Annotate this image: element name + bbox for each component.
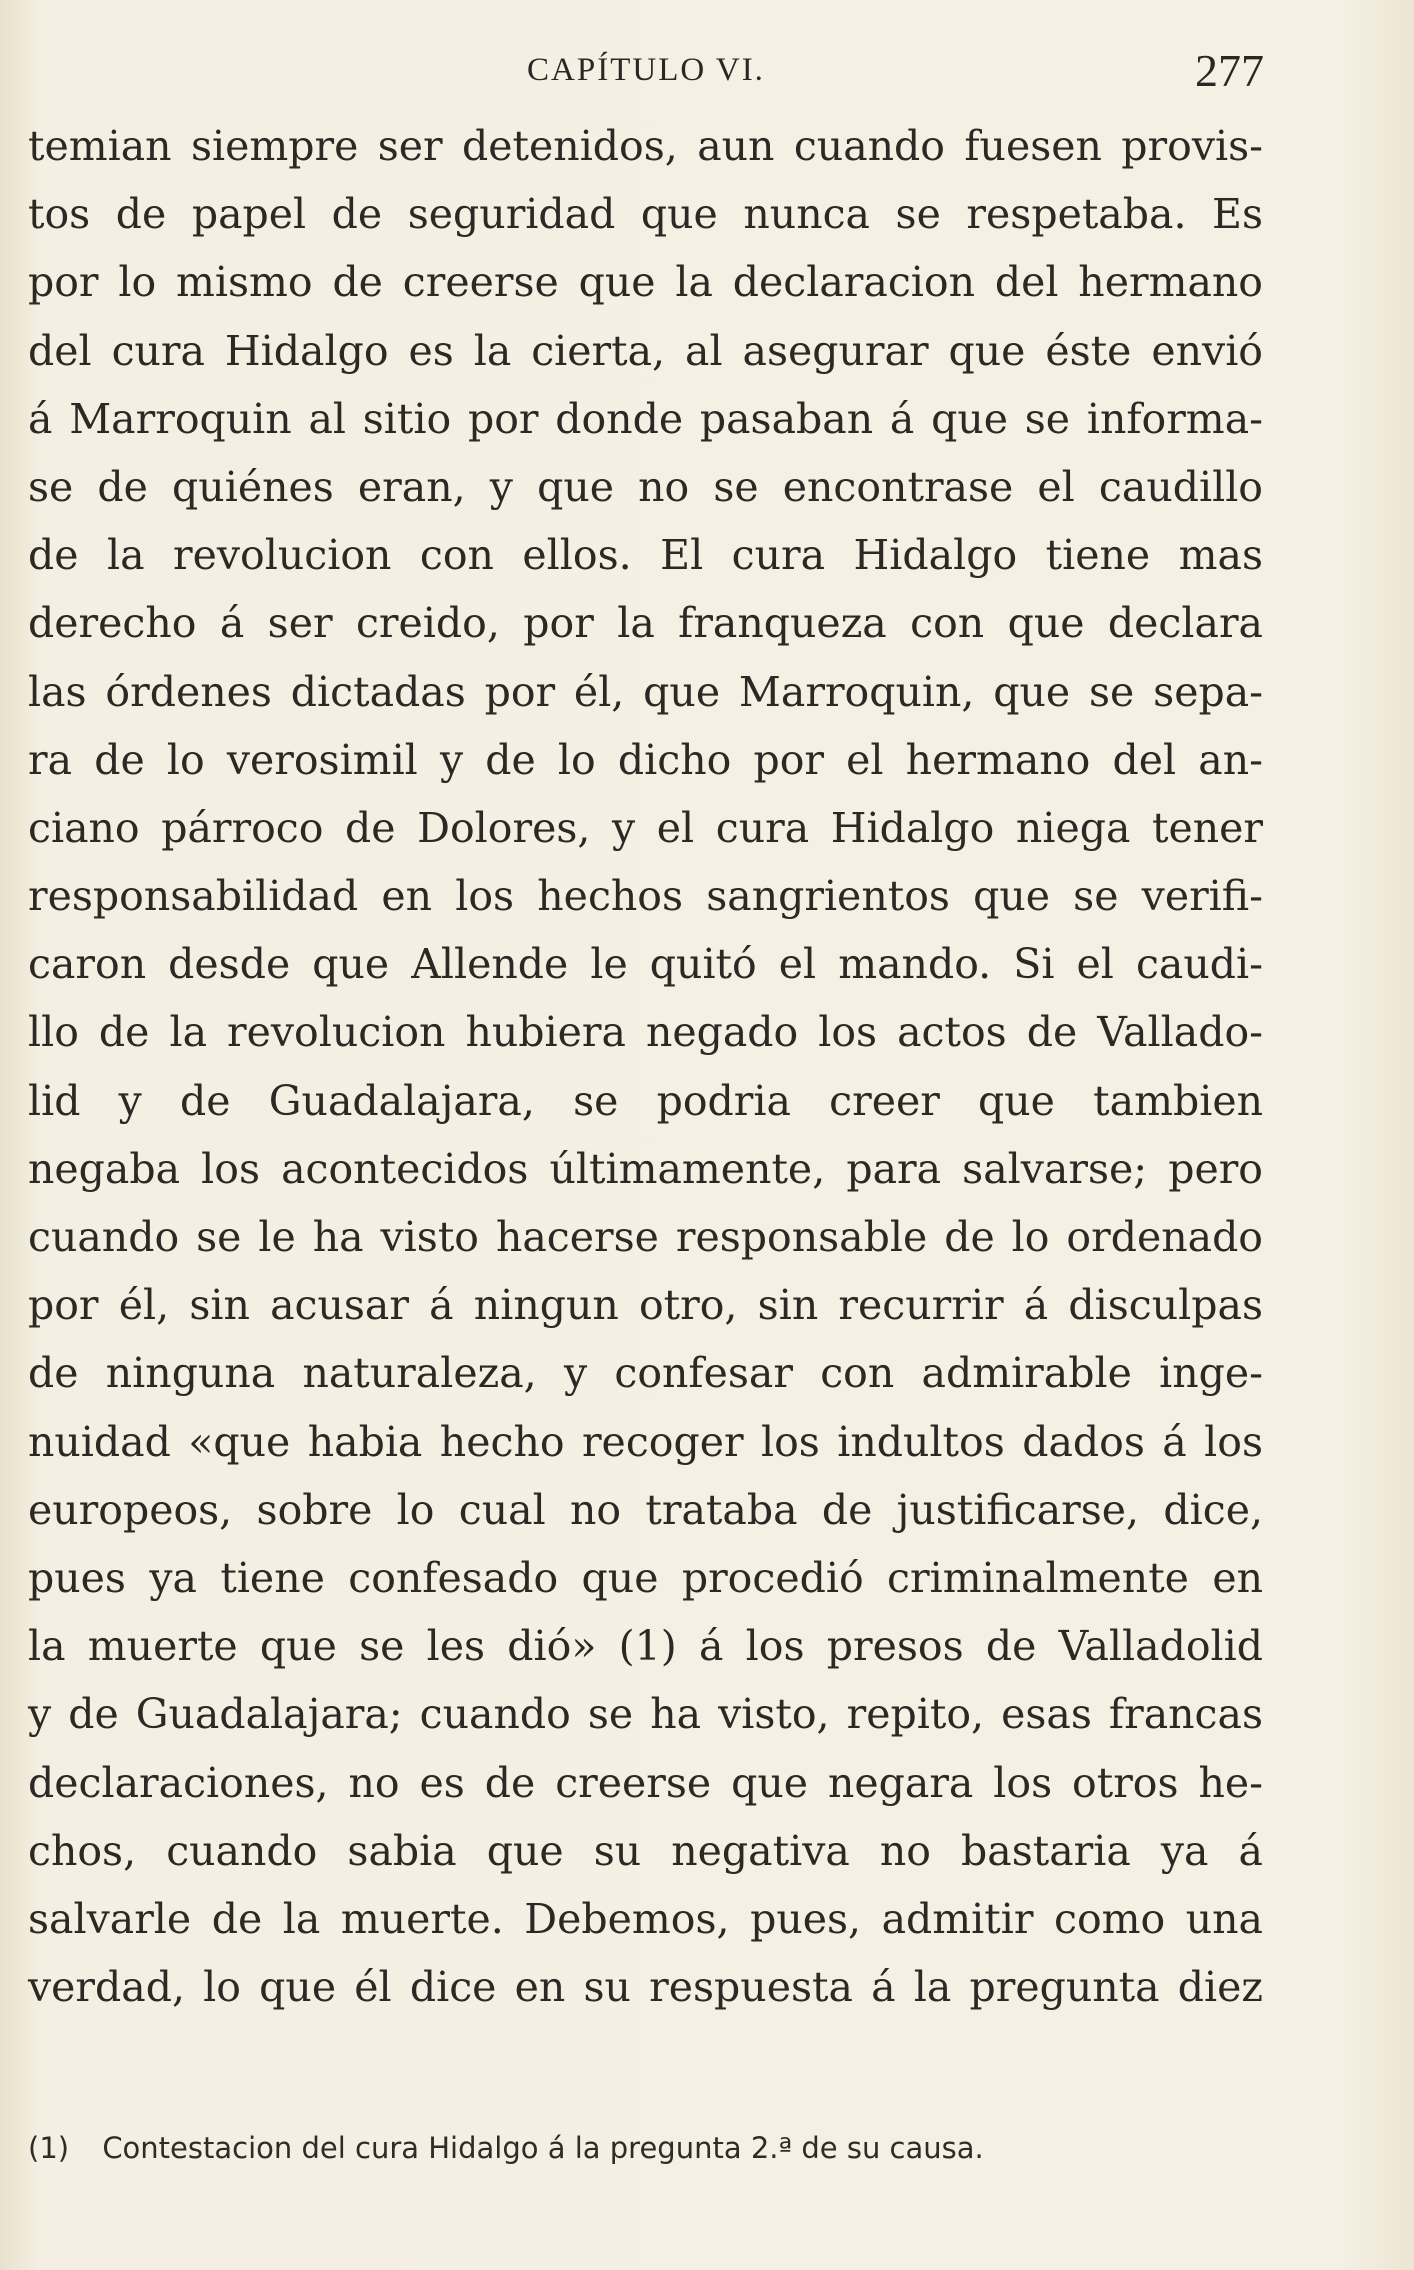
- text-line: á Marroquin al sitio por donde pasaban á que se informa-: [28, 394, 1263, 443]
- text-line: derecho á ser creido, por la franqueza con que declara: [28, 599, 1263, 648]
- text-line: temian siempre ser detenidos, aun cuando fuesen provis-: [28, 122, 1263, 170]
- text-line: del cura Hidalgo es la cierta, al asegurar que éste envió: [28, 326, 1263, 375]
- page-header: [28, 38, 1264, 98]
- chapter-heading: CAPÍTULO VI.: [527, 52, 765, 88]
- text-line: ra de lo verosimil y de lo dicho por el hermano del an-: [28, 735, 1263, 784]
- text-line: negaba los acontecidos últimamente, para salvarse; pero: [28, 1144, 1263, 1193]
- text-line: europeos, sobre lo cual no trataba de justificarse, dice,: [28, 1485, 1263, 1534]
- text-line: se de quiénes eran, y que no se encontrase el caudillo: [28, 462, 1263, 511]
- footnote: [28, 2128, 1088, 2168]
- footnote-text: Contestacion del cura Hidalgo á la pregunta 2.ª de su causa.: [102, 2131, 984, 2165]
- text-line: verdad, lo que él dice en su respuesta á la pregunta diez: [28, 1963, 1263, 2012]
- text-line: ciano párroco de Dolores, y el cura Hidalgo niega tener: [28, 803, 1263, 852]
- text-line: pues ya tiene confesado que procedió criminalmente en: [28, 1553, 1263, 1602]
- text-line: y de Guadalajara; cuando se ha visto, repito, esas francas: [28, 1690, 1263, 1739]
- text-line: la muerte que se les dió» (1) á los presos de Valladolid: [28, 1622, 1263, 1671]
- page-number: 277: [1195, 45, 1264, 96]
- text-line: lid y de Guadalajara, se podria creer que tambien: [28, 1076, 1263, 1125]
- text-line: tos de papel de seguridad que nunca se respetaba. Es: [28, 190, 1263, 239]
- text-line: de ninguna naturaleza, y confesar con admirable inge-: [28, 1349, 1263, 1398]
- text-line: declaraciones, no es de creerse que negara los otros he-: [28, 1758, 1263, 1807]
- text-line: llo de la revolucion hubiera negado los actos de Vallado-: [28, 1008, 1263, 1057]
- text-line: por él, sin acusar á ningun otro, sin recurrir á disculpas: [28, 1281, 1263, 1330]
- body-text: [28, 112, 1263, 2021]
- text-line: salvarle de la muerte. Debemos, pues, admitir como una: [28, 1894, 1263, 1943]
- text-line: cuando se le ha visto hacerse responsable de lo ordenado: [28, 1213, 1263, 1261]
- footnote-marker: (1): [28, 2131, 70, 2165]
- text-line: caron desde que Allende le quitó el mando. Si el caudi-: [28, 940, 1263, 989]
- text-line: por lo mismo de creerse que la declaracion del hermano: [28, 258, 1263, 307]
- text-line: de la revolucion con ellos. El cura Hidalgo tiene mas: [28, 531, 1263, 580]
- text-line: las órdenes dictadas por él, que Marroquin, que se sepa-: [28, 667, 1263, 716]
- text-line: nuidad «que habia hecho recoger los indultos dados á los: [28, 1417, 1263, 1466]
- text-line: chos, cuando sabia que su negativa no bastaria ya á: [28, 1826, 1263, 1875]
- text-line: responsabilidad en los hechos sangrientos que se verifi-: [28, 872, 1263, 921]
